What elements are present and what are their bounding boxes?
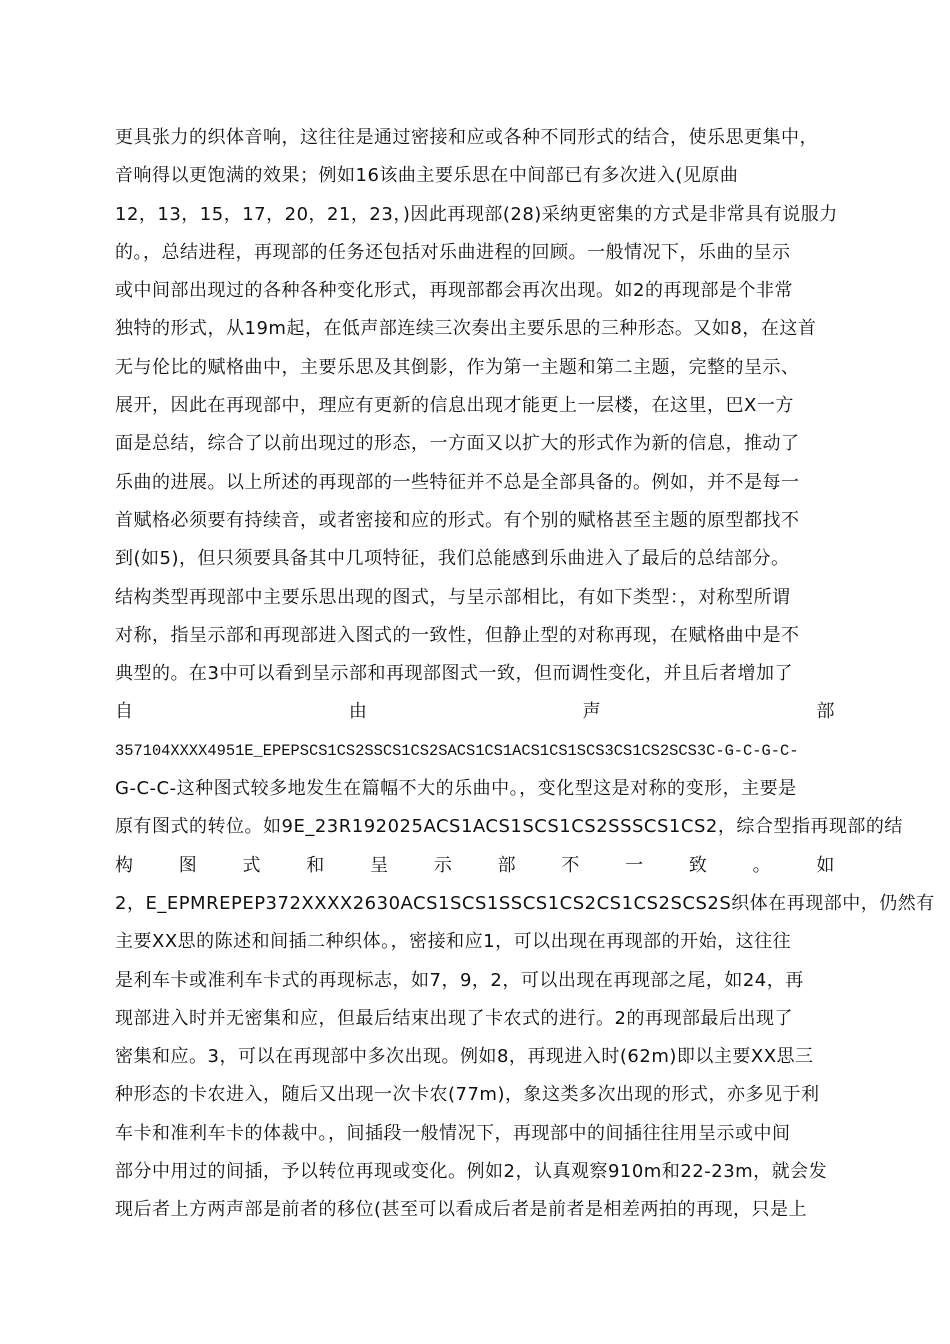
text-line: 或中间部出现过的各种各种变化形式，再现部都会再次出现。如2的再现部是个非常 xyxy=(115,280,793,302)
justified-line xyxy=(115,847,835,885)
text-line: 现后者上方两声部是前者的移位(甚至可以看成后者是前者是相差两拍的再现，只是上 xyxy=(115,1199,808,1221)
justified-char: 部 xyxy=(816,701,835,723)
justified-char: 自 xyxy=(115,701,134,723)
text-line: 原有图式的转位。如9E_23R192025ACS1ACS1SCS1CS2SSSCS1CS2，综合型指再现部的结 xyxy=(115,816,903,838)
text-line: 无与伦比的赋格曲中，主要乐思及其倒影，作为第一主题和第二主题，完整的呈示、 xyxy=(115,356,800,378)
document-body xyxy=(115,119,935,1230)
text-line: 密集和应。3，可以在再现部中多次出现。例如8，再现进入时(62m)即以主要XX思三 xyxy=(115,1046,814,1068)
justified-char: 。 xyxy=(752,854,772,876)
text-line: G-C-C-这种图式较多地发生在篇幅不大的乐曲中。，变化型这是对称的变形，主要是 xyxy=(115,778,797,800)
text-line: 首赋格必须要有持续音，或者密接和应的形式。有个别的赋格甚至主题的原型都找不 xyxy=(115,509,800,531)
text-line: 独特的形式，从19m起，在低声部连续三次奏出主要乐思的三种形态。又如8，在这首 xyxy=(115,318,817,340)
justified-char: 部 xyxy=(497,854,517,876)
text-line: 现部进入时并无密集和应，但最后结束出现了卡农式的进行。2的再现部最后出现了 xyxy=(115,1007,793,1029)
text-line: 种形态的卡农进入，随后又出现一次卡农(77m)，象这类多次出现的形式，亦多见于利 xyxy=(115,1084,820,1106)
justified-char: 图 xyxy=(178,854,198,876)
justified-char: 致 xyxy=(688,854,708,876)
justified-char: 构 xyxy=(115,854,134,876)
text-line: 面是总结，综合了以前出现过的形态，一方面又以扩大的形式作为新的信息，推动了 xyxy=(115,433,800,455)
justified-char: 不 xyxy=(561,854,580,876)
justified-char: 呈 xyxy=(370,854,389,876)
justified-char: 声 xyxy=(582,701,602,723)
text-line: 主要XX思的陈述和间插二种织体。，密接和应1，可以出现在再现部的开始，这往往 xyxy=(115,931,792,953)
text-line: 车卡和准利车卡的体裁中。，间插段一般情况下，再现部中的间插往往用呈示或中间 xyxy=(115,1122,791,1144)
code-text-line: 357104XXXX4951E_EPEPSCS1CS2SSCS1CS2SACS1CS1ACS1CS1SCS3CS1CS2SCS3C-G-C-G-C- xyxy=(115,741,799,760)
justified-char: 和 xyxy=(306,854,325,876)
text-line: 2，E_EPMREPEP372XXXX2630ACS1SCS1SSCS1CS2CS1CS2SCS2S织体在再现部中，仍然有 xyxy=(115,892,935,914)
text-line: 12，13，15，17，20，21，23，)因此再现部(28)采纳更密集的方式是非常具有说服力 xyxy=(115,203,838,225)
justified-char: 由 xyxy=(348,701,368,723)
justified-char: 示 xyxy=(433,854,453,876)
text-line: 结构类型再现部中主要乐思出现的图式，与呈示部相比，有如下类型：，对称型所谓 xyxy=(115,586,791,608)
text-line: 音响得以更饱满的效果；例如16该曲主要乐思在中间部已有多次进入(见原曲 xyxy=(115,165,739,187)
justified-char: 一 xyxy=(625,854,644,876)
text-line: 典型的。在3中可以看到呈示部和再现部图式一致，但而调性变化，并且后者增加了 xyxy=(115,663,793,685)
text-line: 乐曲的进展。以上所述的再现部的一些特征并不总是全部具备的。例如，并不是每一 xyxy=(115,471,800,493)
text-line: 是利车卡或准利车卡式的再现标志，如7，9，2，可以出现在再现部之尾，如24，再 xyxy=(115,969,804,991)
justified-char: 式 xyxy=(242,854,262,876)
text-line: 到(如5)，但只须要具备其中几项特征，我们总能感到乐曲进入了最后的总结部分。 xyxy=(115,548,790,570)
text-line: 部分中用过的间插，予以转位再现或变化。例如2，认真观察910m和22-23m，就会发 xyxy=(115,1161,828,1183)
text-line: 更具张力的织体音响，这往往是通过密接和应或各种不同形式的结合，使乐思更集中， xyxy=(115,127,818,148)
justified-char: 如 xyxy=(816,854,835,876)
text-line: 的。，总结进程，再现部的任务还包括对乐曲进程的回顾。一般情况下，乐曲的呈示 xyxy=(115,241,791,263)
text-line: 对称，指呈示部和再现部进入图式的一致性，但静止型的对称再现，在赋格曲中是不 xyxy=(115,624,800,646)
justified-line xyxy=(115,693,835,731)
text-line: 展开，因此在再现部中，理应有更新的信息出现才能更上一层楼，在这里，巴X一方 xyxy=(115,395,794,417)
